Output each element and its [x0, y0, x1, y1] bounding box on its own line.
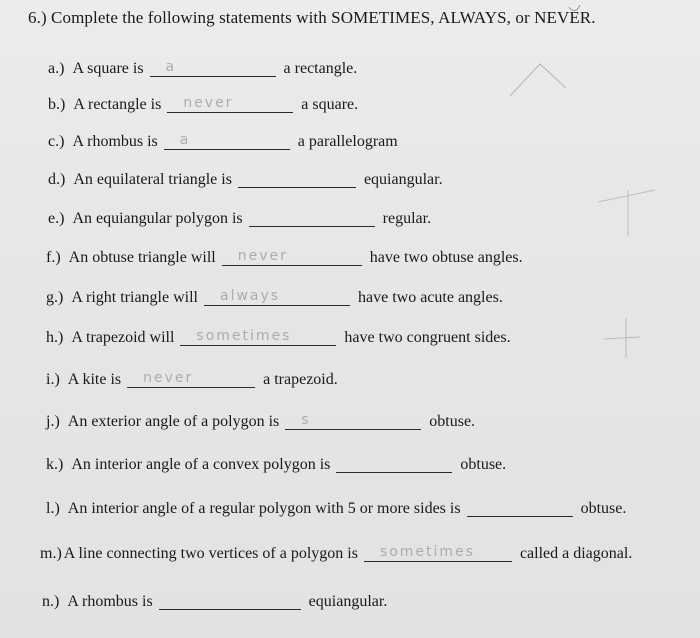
statement-n: [42, 587, 387, 611]
handwritten-answer: never: [237, 248, 288, 264]
statement-ending: have two congruent sides.: [344, 329, 511, 346]
answer-blank[interactable]: [150, 58, 276, 77]
statement-ending: a rectangle.: [283, 60, 358, 77]
statement-text: An interior angle of a regular polygon with 5 or more sides is: [67, 500, 461, 517]
handwritten-answer: never: [183, 95, 234, 111]
statement-ending: have two obtuse angles.: [369, 249, 523, 266]
statement-k: [46, 450, 506, 474]
statement-ending: equiangular.: [363, 171, 443, 188]
statement-ending: regular.: [382, 210, 432, 227]
pencil-stroke: [598, 190, 655, 236]
statement-text: An equilateral triangle is: [73, 171, 232, 188]
handwritten-answer: never: [143, 370, 194, 386]
statement-ending: obtuse.: [460, 456, 507, 473]
statement-a: [48, 54, 357, 78]
statement-label: k.): [46, 456, 64, 473]
handwritten-answer: s: [301, 412, 311, 428]
statement-ending: obtuse.: [429, 413, 476, 430]
question-title: 6.) Complete the following statements with SOMETIMES, ALWAYS, or NEVER.: [28, 8, 596, 27]
statement-ending: equiangular.: [308, 593, 388, 610]
handwritten-answer: always: [219, 288, 281, 304]
statement-label: j.): [46, 413, 60, 430]
answer-blank[interactable]: [204, 287, 350, 306]
statement-label: b.): [48, 96, 66, 113]
statement-label: i.): [46, 371, 60, 388]
statement-text: A square is: [72, 60, 144, 77]
answer-blank[interactable]: [238, 169, 356, 188]
statement-text: An equiangular polygon is: [72, 210, 243, 227]
statement-ending: a parallelogram: [297, 133, 398, 150]
statement-text: An obtuse triangle will: [68, 249, 216, 266]
statement-f: [46, 243, 523, 267]
answer-blank[interactable]: [159, 591, 301, 610]
statement-label: c.): [48, 133, 65, 150]
statement-label: m.): [40, 545, 62, 562]
statement-text: A line connecting two vertices of a polygon is: [63, 545, 358, 562]
pencil-stroke: [604, 318, 640, 358]
answer-blank[interactable]: [364, 543, 512, 562]
statement-ending: obtuse.: [580, 500, 627, 517]
statement-text: A rectangle is: [73, 96, 162, 113]
answer-blank[interactable]: [164, 131, 290, 150]
handwritten-answer: a: [165, 59, 177, 75]
statement-j: [46, 407, 475, 431]
statement-l: [46, 494, 626, 518]
statement-text: An interior angle of a convex polygon is: [71, 456, 331, 473]
statement-label: n.): [42, 593, 60, 610]
statement-ending: a square.: [301, 96, 359, 113]
handwritten-answer: a: [179, 132, 191, 148]
statement-label: d.): [48, 171, 66, 188]
statement-text: A rhombus is: [72, 133, 158, 150]
answer-blank[interactable]: [336, 454, 452, 473]
handwritten-answer: sometimes: [379, 544, 475, 560]
statement-label: h.): [46, 329, 64, 346]
answer-blank[interactable]: [467, 498, 573, 517]
statement-d: [48, 165, 443, 189]
answer-blank[interactable]: [249, 208, 375, 227]
statement-text: A right triangle will: [71, 289, 198, 306]
statement-ending: have two acute angles.: [357, 289, 503, 306]
statement-e: [48, 204, 431, 228]
statement-label: f.): [46, 249, 61, 266]
pencil-stroke: [510, 64, 566, 96]
answer-blank[interactable]: [285, 411, 421, 430]
statement-m: [40, 539, 632, 563]
statement-b: [48, 90, 358, 114]
statement-i: [46, 365, 338, 389]
statement-label: g.): [46, 289, 64, 306]
statement-text: A rhombus is: [67, 593, 153, 610]
statement-ending: a trapezoid.: [263, 371, 338, 388]
answer-blank[interactable]: [180, 327, 336, 346]
answer-blank[interactable]: [222, 247, 362, 266]
statement-text: An exterior angle of a polygon is: [67, 413, 280, 430]
statement-label: l.): [46, 500, 60, 517]
answer-blank[interactable]: [127, 369, 255, 388]
handwritten-answer: sometimes: [196, 328, 292, 344]
statement-h: [46, 323, 511, 347]
statement-text: A trapezoid will: [71, 329, 175, 346]
statement-label: e.): [48, 210, 65, 227]
answer-blank[interactable]: [167, 94, 293, 113]
statement-text: A kite is: [67, 371, 122, 388]
statement-ending: called a diagonal.: [519, 545, 633, 562]
statement-g: [46, 283, 503, 307]
statement-label: a.): [48, 60, 65, 77]
statement-c: [48, 127, 398, 151]
